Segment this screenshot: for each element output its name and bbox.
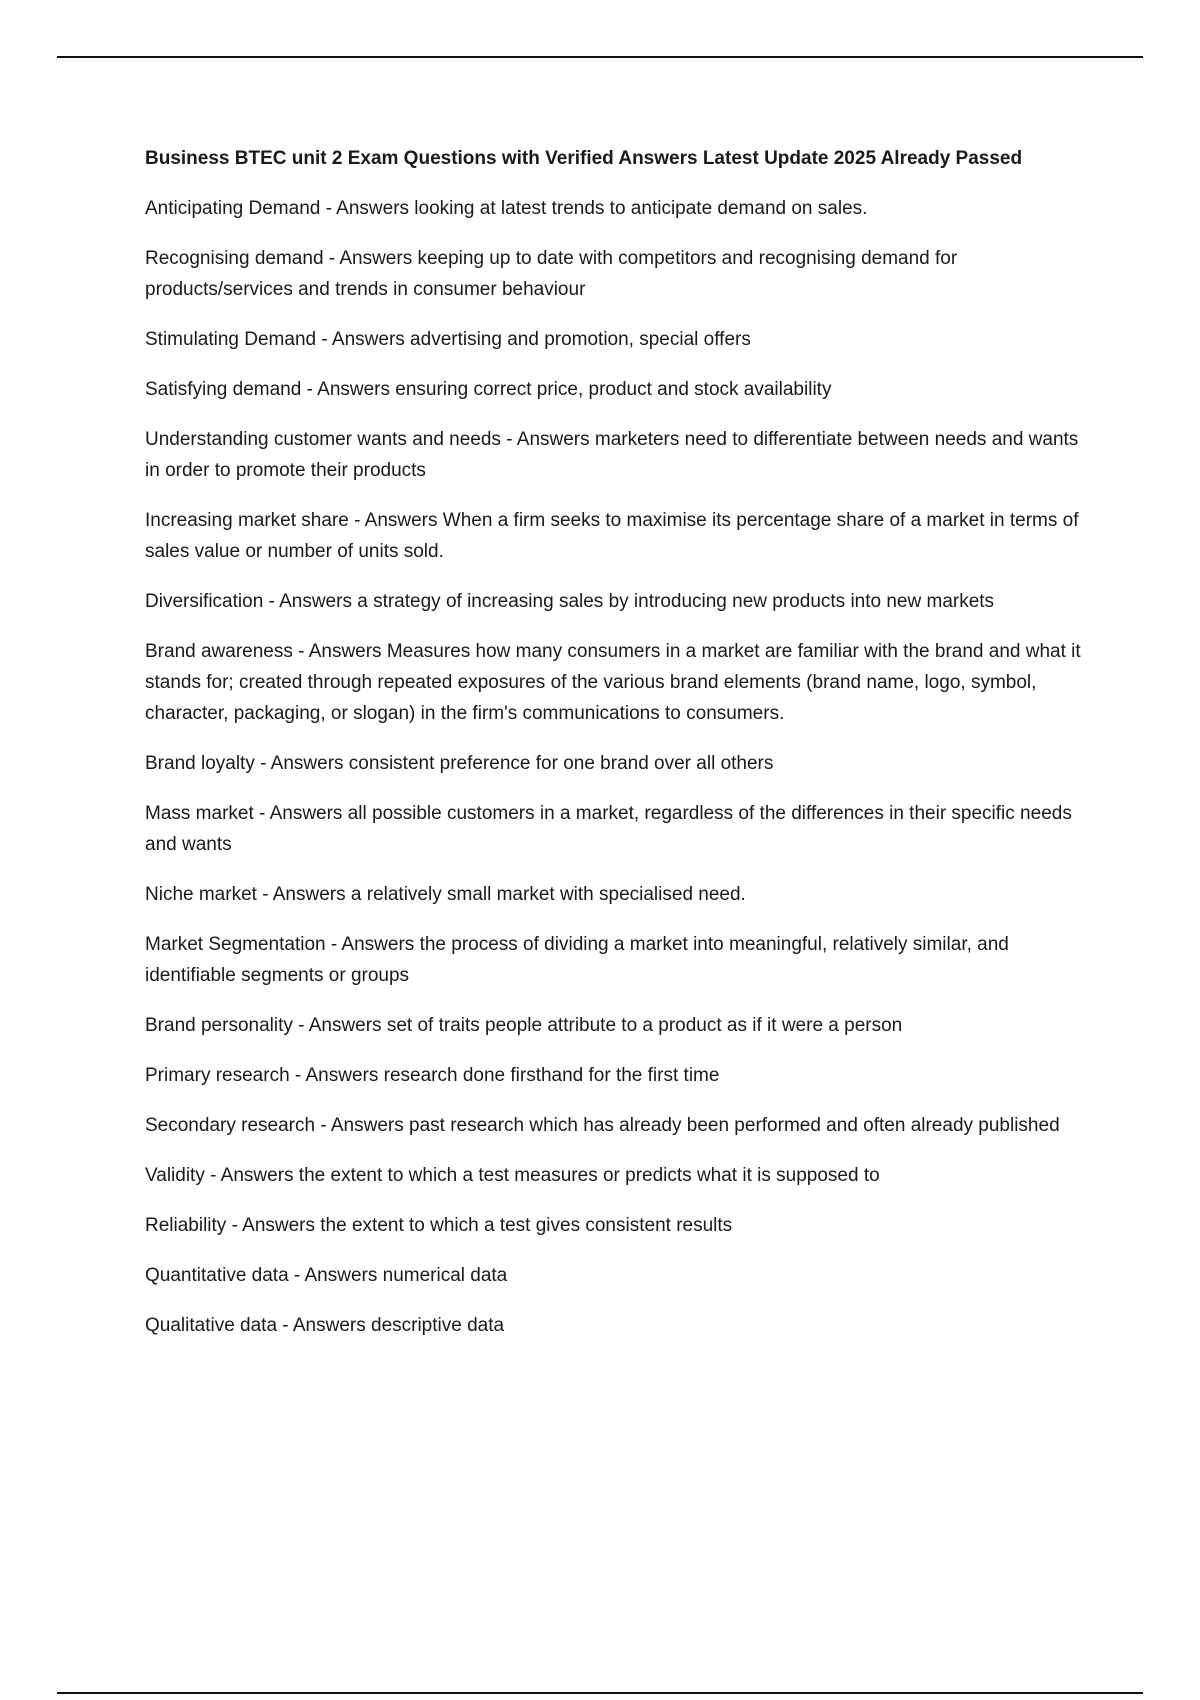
definition-item: Secondary research - Answers past research which has already been performed and often already published	[145, 1115, 1060, 1136]
definition-item: Qualitative data - Answers descriptive data	[145, 1315, 505, 1336]
definition-item: Validity - Answers the extent to which a test measures or predicts what it is supposed to	[145, 1165, 880, 1186]
definition-item: Increasing market share - Answers When a firm seeks to maximise its percentage share of a market in terms of sales value or number of units sold.	[145, 510, 1079, 562]
top-divider	[57, 56, 1143, 58]
definition-item: Brand awareness - Answers Measures how many consumers in a market are familiar with the brand and what it stands for; created through repeated exposures of the various brand elements (brand name, logo, symbol, character, packaging, or slogan) in the firm's communications to consumers.	[145, 641, 1081, 724]
definition-item: Anticipating Demand - Answers looking at latest trends to anticipate demand on sales.	[145, 198, 868, 219]
definition-item: Mass market - Answers all possible customers in a market, regardless of the differences in their specific needs and wants	[145, 803, 1072, 855]
definition-item: Primary research - Answers research done firsthand for the first time	[145, 1065, 720, 1086]
definition-item: Niche market - Answers a relatively small market with specialised need.	[145, 884, 746, 905]
document-title: Business BTEC unit 2 Exam Questions with Verified Answers Latest Update 2025 Already Passed	[145, 148, 1023, 169]
definition-item: Brand loyalty - Answers consistent preference for one brand over all others	[145, 753, 774, 774]
definition-item: Brand personality - Answers set of traits people attribute to a product as if it were a person	[145, 1015, 903, 1036]
bottom-divider	[57, 1692, 1143, 1694]
definition-item: Market Segmentation - Answers the process of dividing a market into meaningful, relatively similar, and identifiable segments or groups	[145, 934, 1009, 986]
definition-item: Satisfying demand - Answers ensuring correct price, product and stock availability	[145, 379, 832, 400]
definition-item: Recognising demand - Answers keeping up to date with competitors and recognising demand for products/services and trends in consumer behaviour	[145, 248, 958, 300]
definition-item: Stimulating Demand - Answers advertising and promotion, special offers	[145, 329, 751, 350]
definition-item: Diversification - Answers a strategy of increasing sales by introducing new products into new markets	[145, 591, 995, 612]
definition-item: Understanding customer wants and needs - Answers marketers need to differentiate between needs and wants in order to promote their products	[145, 429, 1079, 481]
definition-item: Quantitative data - Answers numerical data	[145, 1265, 508, 1286]
document-body	[145, 146, 1085, 1360]
definition-item: Reliability - Answers the extent to which a test gives consistent results	[145, 1215, 733, 1236]
definition-list	[145, 193, 1085, 1341]
